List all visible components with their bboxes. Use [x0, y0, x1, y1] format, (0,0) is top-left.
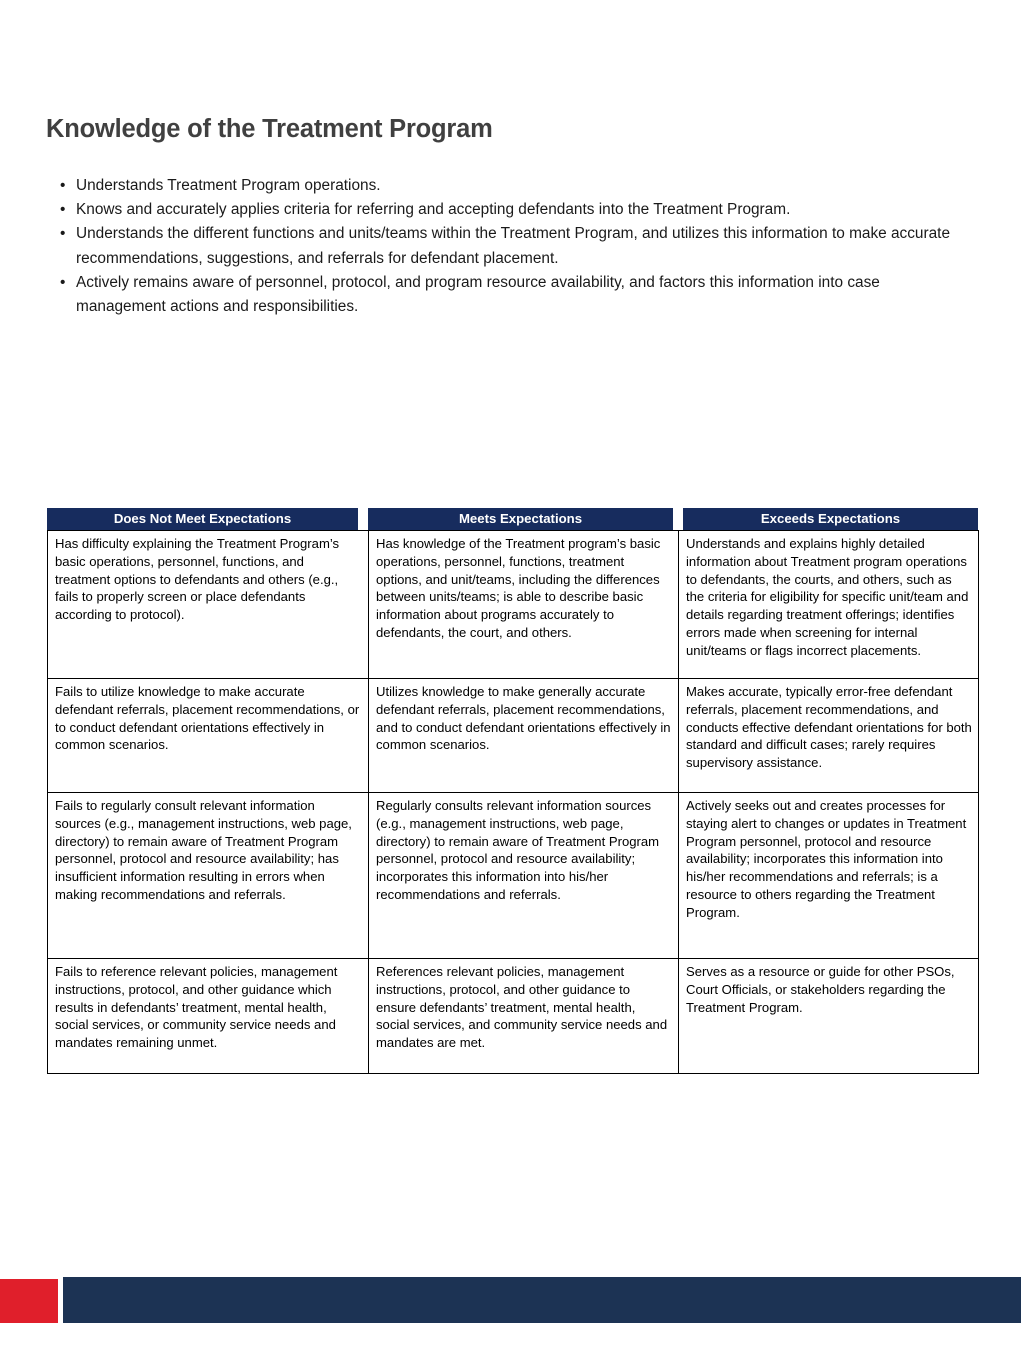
header-gap — [358, 508, 368, 530]
table-row — [48, 531, 979, 679]
bullet-marker-icon: • — [60, 273, 66, 291]
cell-exceeds: Understands and explains highly detailed information about Treatment program operations to defendants, the courts, and others, such as the criteria for eligibility for specific unit/team and details regarding treatment offerings; identifies errors made when screening for internal unit/teams or flags incorrect placements. — [679, 531, 979, 679]
list-item — [58, 271, 968, 319]
cell-meets: Regularly consults relevant information sources (e.g., management instructions, web page, directory) to remain aware of Treatment Program personnel, protocol and resource availability; incorporates this information into his/her recommendations and referrals. — [369, 793, 679, 959]
cell-does-not-meet: Fails to utilize knowledge to make accurate defendant referrals, placement recommendations, or to conduct defendant orientations effectively in common scenarios. — [48, 679, 369, 793]
list-item — [58, 198, 968, 222]
cell-does-not-meet: Has difficulty explaining the Treatment Program’s basic operations, personnel, functions, and treatment options to defendants and others (e.g., fails to properly screen or place defendants according to protocol). — [48, 531, 369, 679]
cell-meets: Utilizes knowledge to make generally accurate defendant referrals, placement recommendations, and to conduct defendant orientations effectively in common scenarios. — [369, 679, 679, 793]
list-item-text: Understands Treatment Program operations. — [76, 177, 381, 194]
cell-meets: References relevant policies, management instructions, protocol, and other guidance to ensure defendants’ treatment, mental health, social services, and community service needs and mandates are met. — [369, 959, 679, 1074]
cell-exceeds: Makes accurate, typically error-free defendant referrals, placement recommendations, and conducts effective defendant orientations for both standard and difficult cases; rarely requires supervisory assistance. — [679, 679, 979, 793]
competency-bullet-list — [58, 174, 968, 319]
performance-rubric — [47, 508, 978, 1074]
footer-accent-block — [0, 1279, 58, 1323]
cell-does-not-meet: Fails to regularly consult relevant information sources (e.g., management instructions, web page, directory) to remain aware of Treatment Program personnel, protocol and resource availability; has insufficient information resulting in errors when making recommendations and referrals. — [48, 793, 369, 959]
bullet-marker-icon: • — [60, 201, 66, 219]
list-item — [58, 174, 968, 198]
bullet-marker-icon: • — [60, 177, 66, 194]
table-row — [48, 793, 979, 959]
column-header-does-not-meet: Does Not Meet Expectations — [47, 508, 358, 530]
list-item-text: Actively remains aware of personnel, protocol, and program resource availability, and factors this information into case management actions and responsibilities. — [76, 273, 880, 316]
cell-does-not-meet: Fails to reference relevant policies, management instructions, protocol, and other guidance which results in defendants’ treatment, mental health, social services, or community service needs and mandates remaining unmet. — [48, 959, 369, 1074]
table-row — [48, 679, 979, 793]
footer-bar — [63, 1277, 1021, 1323]
page-title: Knowledge of the Treatment Program — [46, 115, 493, 144]
cell-exceeds: Actively seeks out and creates processes for staying alert to changes or updates in Treatment Program personnel, protocol and resource availability; incorporates this information into his/her recommendations and referrals; is a resource to others regarding the Treatment Program. — [679, 793, 979, 959]
list-item-text: Knows and accurately applies criteria for referring and accepting defendants into the Treatment Program. — [76, 201, 791, 219]
cell-exceeds: Serves as a resource or guide for other PSOs, Court Officials, or stakeholders regarding the Treatment Program. — [679, 959, 979, 1074]
list-item-text: Understands the different functions and units/teams within the Treatment Program, and utilizes this information to make accurate recommendations, suggestions, and referrals for defendant placement. — [76, 225, 951, 267]
list-item — [58, 222, 968, 270]
rubric-header-row — [47, 508, 978, 530]
column-header-exceeds: Exceeds Expectations — [683, 508, 978, 530]
cell-meets: Has knowledge of the Treatment program’s basic operations, personnel, functions, treatment options, and unit/teams, including the differences between units/teams; is able to describe basic information about programs accurately to defendants, the court, and others. — [369, 531, 679, 679]
rubric-table — [47, 530, 979, 1074]
header-gap — [673, 508, 683, 530]
table-row — [48, 959, 979, 1074]
bullet-marker-icon: • — [60, 225, 66, 243]
column-header-meets: Meets Expectations — [368, 508, 673, 530]
